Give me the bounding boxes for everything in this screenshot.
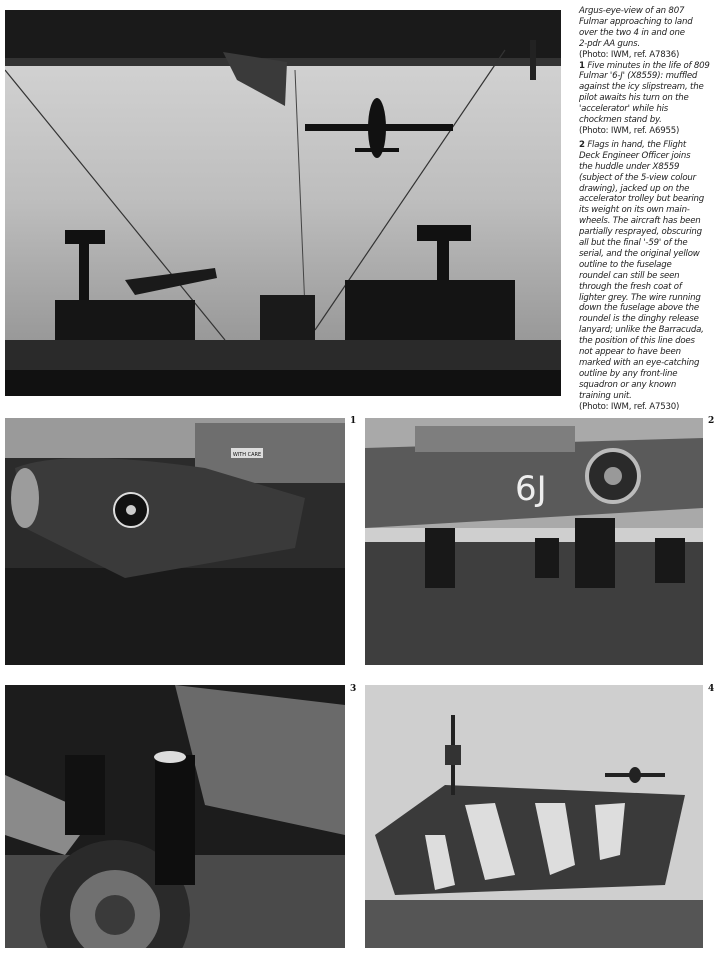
caption-line: the huddle under X8559: [579, 161, 680, 172]
caption-line: roundel can still be seen: [579, 270, 680, 281]
caption-line: Fulmar approaching to land: [579, 16, 693, 27]
caption-credit: (Photo: IWM, ref. A7836): [579, 49, 680, 60]
photo-number-2: 2: [708, 416, 715, 426]
caption-line: outline to the fuselage: [579, 259, 672, 270]
caption-credit: (Photo: IWM, ref. A7530): [579, 401, 680, 412]
caption-line: outline by any front-line: [579, 368, 678, 379]
photo-2-fulmar-on-trolley: [365, 418, 703, 665]
caption-line: chockmen stand by.: [579, 115, 662, 126]
caption-line: Flags in hand, the Flight: [584, 139, 687, 150]
caption-line: partially resprayed, obscuring: [579, 227, 702, 238]
caption-line: wheels. The aircraft has been: [579, 216, 701, 227]
caption-line: lanyard; unlike the Barracuda,: [579, 325, 704, 336]
caption-line: drawing), jacked up on the: [579, 183, 690, 194]
deck-sign: WITH CARE: [232, 452, 262, 458]
caption-line: 2-pdr AA guns.: [579, 38, 640, 49]
caption-line: the position of this line does: [579, 336, 695, 347]
caption-line: down the fuselage above the: [579, 303, 699, 314]
caption-line: not appear to have been: [579, 347, 681, 358]
caption-line: squadron or any known: [579, 379, 677, 390]
caption-line: (subject of the 5-view colour: [579, 172, 696, 183]
photo-4-escort-carrier: [365, 685, 703, 948]
photo-captions: [579, 6, 715, 413]
photo-number-1: 1: [350, 416, 357, 426]
caption-number: 1: [579, 60, 585, 71]
caption-line: serial, and the original yellow: [579, 248, 700, 259]
caption-line: accelerator trolley but bearing: [579, 194, 705, 205]
photo-3-armourers-loading: [5, 685, 345, 948]
caption-photo-2: [579, 140, 715, 413]
caption-line: Argus-eye-view of an 807: [579, 6, 685, 16]
caption-line: training unit.: [579, 390, 632, 401]
caption-number: 2: [579, 139, 585, 150]
caption-line: its weight on its own main-: [579, 205, 690, 216]
caption-photo-1: [579, 61, 715, 137]
caption-credit: (Photo: IWM, ref. A6955): [579, 125, 680, 136]
caption-line: Five minutes in the life of 809: [584, 60, 710, 71]
caption-line: pilot awaits his turn on the: [579, 93, 689, 104]
photo-number-3: 3: [350, 684, 357, 694]
caption-line: Deck Engineer Officer joins: [579, 150, 691, 161]
caption-top-photo: [579, 6, 715, 61]
caption-line: roundel is the dinghy release: [579, 314, 699, 325]
caption-line: all but the final '-59' of the: [579, 238, 688, 249]
aircraft-code: 6J: [515, 469, 547, 509]
caption-line: 'accelerator' while his: [579, 104, 669, 115]
caption-line: through the fresh coat of: [579, 281, 682, 292]
photo-1-fulmar-cockpit: [5, 418, 345, 665]
caption-line: over the two 4 in and one: [579, 27, 685, 38]
caption-line: marked with an eye-catching: [579, 358, 700, 368]
caption-line: Fulmar '6-J' (X8559): muffled: [579, 71, 698, 82]
photo-fulmar-approach: [5, 10, 561, 396]
caption-line: against the icy slipstream, the: [579, 82, 704, 93]
caption-line: lighter grey. The wire running: [579, 292, 701, 303]
photo-number-4: 4: [708, 684, 715, 694]
